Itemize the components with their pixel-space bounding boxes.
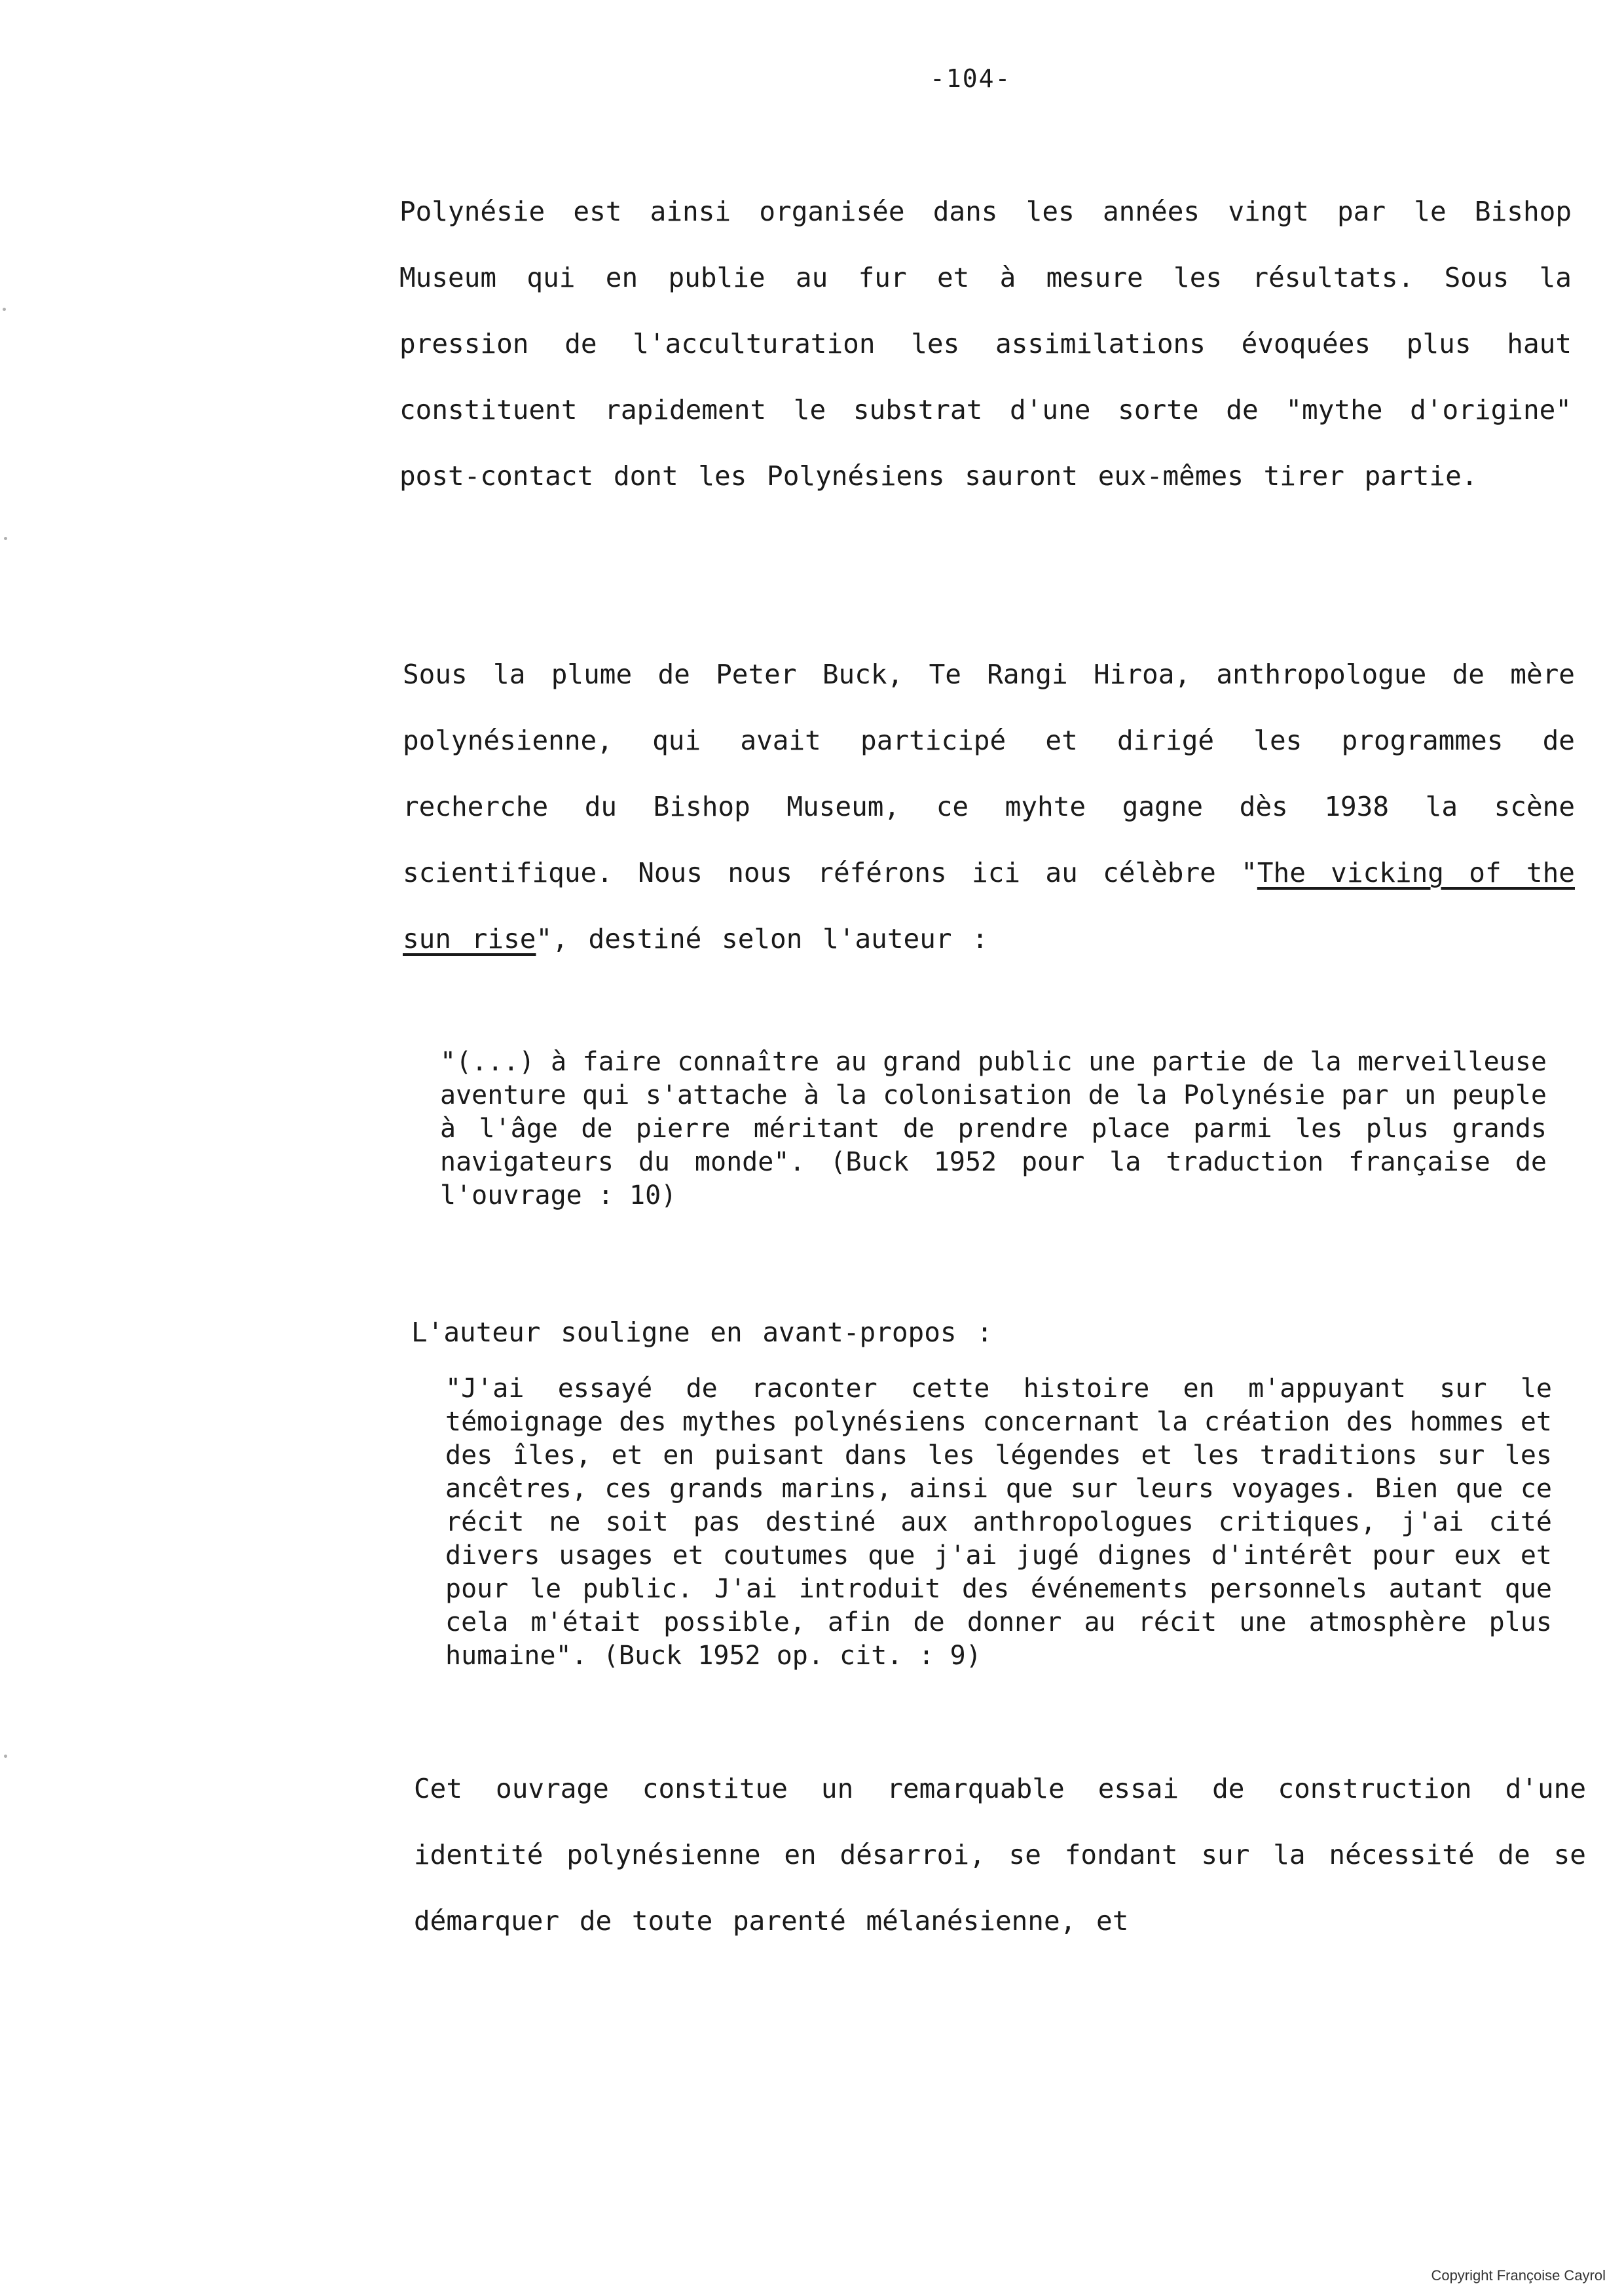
copyright-notice: Copyright Françoise Cayrol <box>1431 2267 1606 2284</box>
paragraph-peter-buck-text-end: ", destiné selon l'auteur : <box>536 923 988 955</box>
book-title: The vicking of the sun rise <box>403 857 1575 955</box>
quote-buck-avant-propos: "J'ai essayé de raconter cette histoire en m'appuyant sur le témoignage des mythes polynésiens concernant la création des hommes et des îles, et en puisant dans les légendes et les traditions sur les ancêtres, ces grands marins, ainsi que sur leurs voyages. Bien que ce récit ne soit pas destiné aux anthropologues critiques, j'ai cité divers usages et coutumes que j'ai jugé dignes d'intérêt pour eux et pour le public. J'ai introduit des événements personnels autant que cela m'était possible, afin de donner au récit une atmosphère plus humaine". (Buck 1952 op. cit. : 9) <box>445 1374 1552 1671</box>
paragraph-identite-polynesienne: Cet ouvrage constitue un remarquable essai de construction d'une identité polynésienne en désarroi, se fondant sur la nécessité de se démarquer de toute parenté mélanésienne, et <box>414 1773 1586 1937</box>
page-number: -104- <box>930 64 1012 93</box>
quote-buck-preface-excerpt: "(...) à faire connaître au grand public une partie de la merveilleuse aventure qui s'attache à la colonisation de la Polynésie par un peuple à l'âge de pierre méritant de prendre place parmi les plus grands navigateurs du monde". (Buck 1952 pour la traduction française de l'ouvrage : 10) <box>440 1047 1547 1211</box>
scan-mark <box>4 1755 7 1758</box>
paragraph-acculturation: Polynésie est ainsi organisée dans les années vingt par le Bishop Museum qui en publie au fur et à mesure les résultats. Sous la pression de l'acculturation les assimilations évoquées plus haut constituent rapidement le substrat d'une sorte de "mythe d'origine" post-contact dont les Polynésiens sauront eux-mêmes tirer partie. <box>399 196 1572 492</box>
paragraph-avant-propos: L'auteur souligne en avant-propos : <box>411 1317 993 1348</box>
scan-mark <box>4 537 7 540</box>
scan-mark <box>3 308 6 311</box>
paragraph-peter-buck <box>403 642 1575 972</box>
paragraph-peter-buck-text: Sous la plume de Peter Buck, Te Rangi Hiroa, anthropologue de mère polynésienne, qui avait participé et dirigé les programmes de recherche du Bishop Museum, ce myhte gagne dès 1938 la scène scientifique. Nous nous référons ici au célèbre " <box>403 659 1575 888</box>
